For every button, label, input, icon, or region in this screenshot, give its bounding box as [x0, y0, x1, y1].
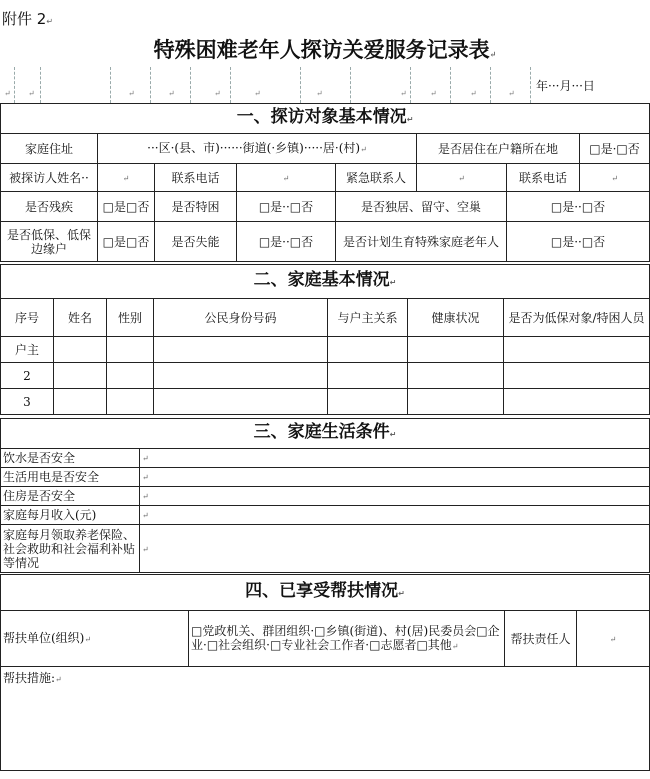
phone-field[interactable]: ↵ [237, 164, 336, 192]
housing-safety-label: 住房是否安全 [1, 487, 140, 506]
section3-title: 三、家庭生活条件↵ [1, 419, 650, 449]
table-cell[interactable] [328, 337, 408, 363]
table-cell[interactable] [107, 337, 154, 363]
aid-person-label: 帮扶责任人 [505, 611, 577, 667]
col-header: 是否为低保对象/特困人员 [504, 299, 650, 337]
page-title: 特殊困难老年人探访关爱服务记录表↵ [153, 37, 497, 62]
table-cell[interactable] [408, 363, 504, 389]
aid-person-field[interactable]: ↵ [577, 611, 650, 667]
col-header: 公民身份号码 [154, 299, 328, 337]
aid-measures-field[interactable]: 帮扶措施:↵ [1, 667, 650, 771]
col-header: 健康状况 [408, 299, 504, 337]
col-header: 姓名 [54, 299, 107, 337]
familyplan-checkbox[interactable]: □是··□否 [507, 222, 650, 262]
phone2-label: 联系电话 [507, 164, 580, 192]
table-cell[interactable] [54, 363, 107, 389]
emergency-field[interactable]: ↵ [417, 164, 507, 192]
row-label: 户主 [1, 337, 54, 363]
emergency-label: 紧急联系人 [336, 164, 417, 192]
alone-checkbox[interactable]: □是··□否 [507, 192, 650, 222]
water-safety-label: 饮水是否安全 [1, 449, 140, 468]
table-cell[interactable] [154, 337, 328, 363]
name-field[interactable]: ↵ [98, 164, 155, 192]
attachment-label: 附件 2↵ [2, 10, 54, 28]
col-header: 序号 [1, 299, 54, 337]
table-cell[interactable] [328, 363, 408, 389]
col-header: 与户主关系 [328, 299, 408, 337]
water-safety-field[interactable]: ↵ [140, 449, 650, 468]
table-cell[interactable] [54, 337, 107, 363]
table-cell[interactable] [504, 363, 650, 389]
table-cell[interactable] [107, 363, 154, 389]
monthly-income-field[interactable]: ↵ [140, 506, 650, 525]
aid-unit-label: 帮扶单位(组织)↵ [1, 611, 189, 667]
table-cell[interactable] [154, 389, 328, 415]
row-label: 2 [1, 363, 54, 389]
section1-table [0, 103, 650, 262]
lowincome-question: 是否低保、低保边缘户 [1, 222, 98, 262]
table-row [1, 389, 650, 415]
date-line: 年···月···日 [536, 79, 595, 93]
table-cell[interactable] [154, 363, 328, 389]
table-row [1, 363, 650, 389]
disabled-checkbox[interactable]: □是□否 [98, 192, 155, 222]
tab-ruler-row: ↵ ↵ ↵ ↵ ↵ ↵ ↵ ↵ ↵ ↵ ↵ 年···月···日 [0, 67, 650, 103]
row-label: 3 [1, 389, 54, 415]
col-header: 性别 [107, 299, 154, 337]
table-cell[interactable] [408, 337, 504, 363]
table-cell[interactable] [504, 389, 650, 415]
disability-question: 是否失能 [155, 222, 237, 262]
name-label: 被探访人姓名·· [1, 164, 98, 192]
table-cell[interactable] [408, 389, 504, 415]
household-checkbox[interactable]: □是·□否 [580, 134, 650, 164]
welfare-field[interactable]: ↵ [140, 525, 650, 573]
welfare-label: 家庭每月领取养老保险、社会救助和社会福利补贴等情况 [1, 525, 140, 573]
address-label: 家庭住址 [1, 134, 98, 164]
familyplan-question: 是否计划生育特殊家庭老年人 [336, 222, 507, 262]
electric-safety-label: 生活用电是否安全 [1, 468, 140, 487]
special-question: 是否特困 [155, 192, 237, 222]
alone-question: 是否独居、留守、空巢 [336, 192, 507, 222]
table-row [1, 337, 650, 363]
special-checkbox[interactable]: □是··□否 [237, 192, 336, 222]
monthly-income-label: 家庭每月收入(元) [1, 506, 140, 525]
table-cell[interactable] [328, 389, 408, 415]
table-cell[interactable] [107, 389, 154, 415]
section2-title: 二、家庭基本情况↵ [1, 265, 650, 299]
disabled-question: 是否残疾 [1, 192, 98, 222]
phone-label: 联系电话 [155, 164, 237, 192]
electric-safety-field[interactable]: ↵ [140, 468, 650, 487]
lowincome-checkbox[interactable]: □是□否 [98, 222, 155, 262]
address-field[interactable]: ···区·(县、市)······街道(·乡镇)·····居·(村)↵ [98, 134, 417, 164]
disability-checkbox[interactable]: □是··□否 [237, 222, 336, 262]
section4-table [0, 574, 650, 771]
housing-safety-field[interactable]: ↵ [140, 487, 650, 506]
section4-title: 四、已享受帮扶情况↵ [1, 575, 650, 611]
aid-unit-options[interactable]: □党政机关、群团组织·□乡镇(街道)、村(居)民委员会□企业·□社会组织·□专业社会工作者·□志愿者□其他↵ [189, 611, 505, 667]
section1-title: 一、探访对象基本情况↵ [1, 104, 650, 134]
table-cell[interactable] [504, 337, 650, 363]
phone2-field[interactable]: ↵ [580, 164, 650, 192]
section2-table [0, 264, 650, 415]
household-question: 是否居住在户籍所在地 [417, 134, 580, 164]
table-cell[interactable] [54, 389, 107, 415]
section3-table [0, 418, 650, 573]
